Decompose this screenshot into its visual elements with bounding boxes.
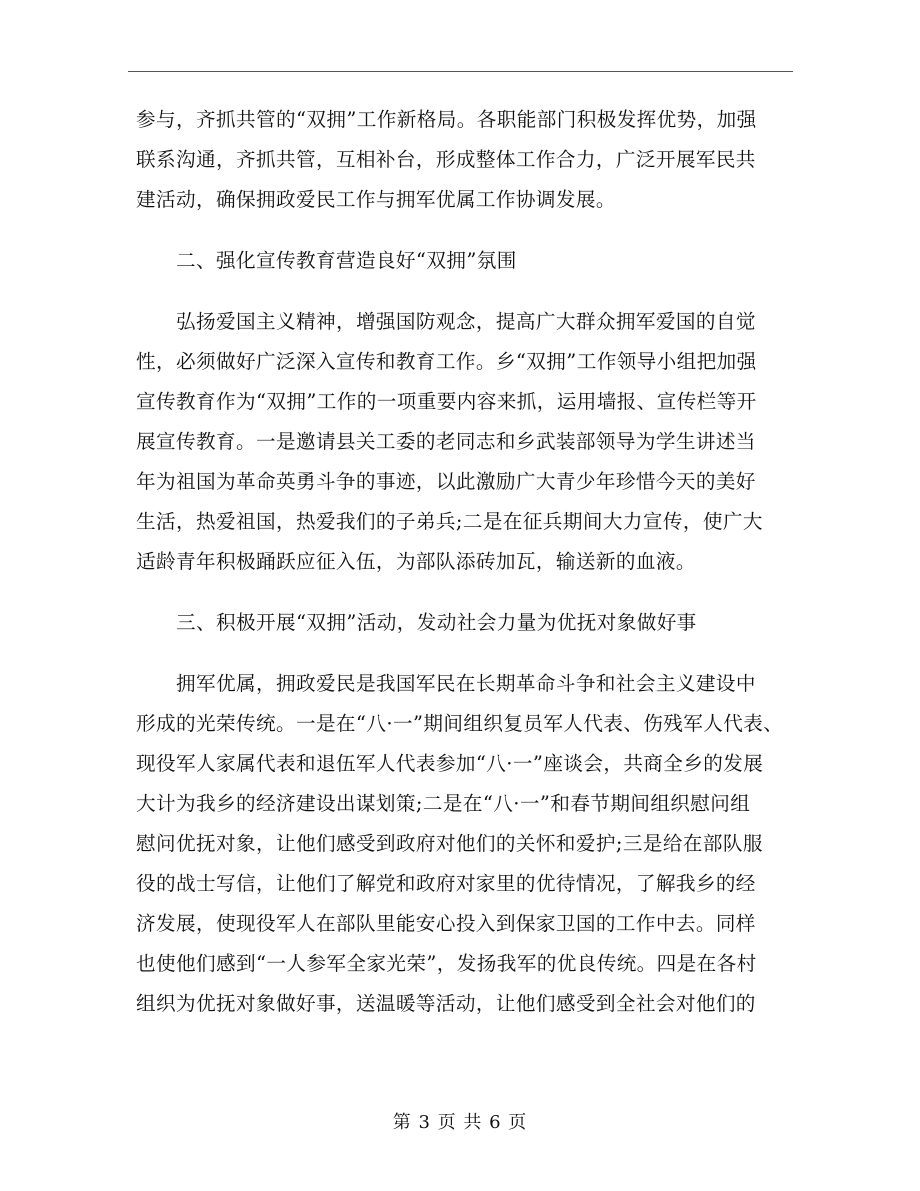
text-line: 联系沟通，齐抓共管，互相补台，形成整体工作合力，广泛开展军民共	[136, 148, 756, 171]
text-line: 大计为我乡的经济建设出谋划策;二是在“八·一”和春节期间组织慰问组	[136, 792, 751, 815]
text-line: 也使他们感到“一人参军全家光荣”，发扬我军的优良传统。四是在各村	[136, 952, 757, 975]
page-footer	[0, 1108, 920, 1134]
paragraph-3	[136, 664, 786, 1024]
text-line: 建活动，确保拥政爱民工作与拥军优属工作协调发展。	[136, 188, 616, 211]
paragraph-1	[136, 100, 786, 220]
paragraph-2	[136, 302, 786, 582]
text-line: 慰问优抚对象，让他们感受到政府对他们的关怀和爱护;三是给在部队服	[136, 832, 763, 855]
text-line: 弘扬爱国主义精神，增强国防观念，提高广大群众拥军爱国的自觉	[176, 310, 756, 333]
text-line: 参与，齐抓共管的“双拥”工作新格局。各职能部门积极发挥优势，加强	[136, 108, 757, 131]
text-line: 现役军人家属代表和退伍军人代表参加“八·一”座谈会，共商全乡的发展	[136, 752, 764, 775]
section-heading-3: 三、积极开展“双拥”活动，发动社会力量为优抚对象做好事	[176, 611, 697, 634]
section-heading-2: 二、强化宣传教育营造良好“双拥”氛围	[176, 249, 517, 272]
text-line: 展宣传教育。一是邀请县关工委的老同志和乡武装部领导为学生讲述当	[136, 430, 756, 453]
text-line: 适龄青年积极踊跃应征入伍，为部队添砖加瓦，输送新的血液。	[136, 550, 696, 573]
page-number: 第 3 页 共 6 页	[392, 1112, 528, 1133]
text-line: 年为祖国为革命英勇斗争的事迹，以此激励广大青少年珍惜今天的美好	[136, 470, 756, 493]
header-rule	[128, 71, 793, 72]
text-line: 组织为优抚对象做好事，送温暖等活动，让他们感受到全社会对他们的	[136, 992, 756, 1015]
text-line: 拥军优属，拥政爱民是我国军民在长期革命斗争和社会主义建设中	[176, 672, 756, 695]
text-line: 性，必须做好广泛深入宣传和教育工作。乡“双拥”工作领导小组把加强	[136, 350, 757, 373]
text-line: 济发展，使现役军人在部队里能安心投入到保家卫国的工作中去。同样	[136, 912, 756, 935]
text-line: 宣传教育作为“双拥”工作的一项重要内容来抓，运用墙报、宣传栏等开	[136, 390, 757, 413]
document-body	[136, 100, 786, 1024]
text-line: 形成的光荣传统。一是在“八·一”期间组织复员军人代表、伤残军人代表、	[136, 712, 784, 735]
text-line: 役的战士写信，让他们了解党和政府对家里的优待情况，了解我乡的经	[136, 872, 756, 895]
text-line: 生活，热爱祖国，热爱我们的子弟兵;二是在征兵期间大力宣传，使广大	[136, 510, 763, 533]
